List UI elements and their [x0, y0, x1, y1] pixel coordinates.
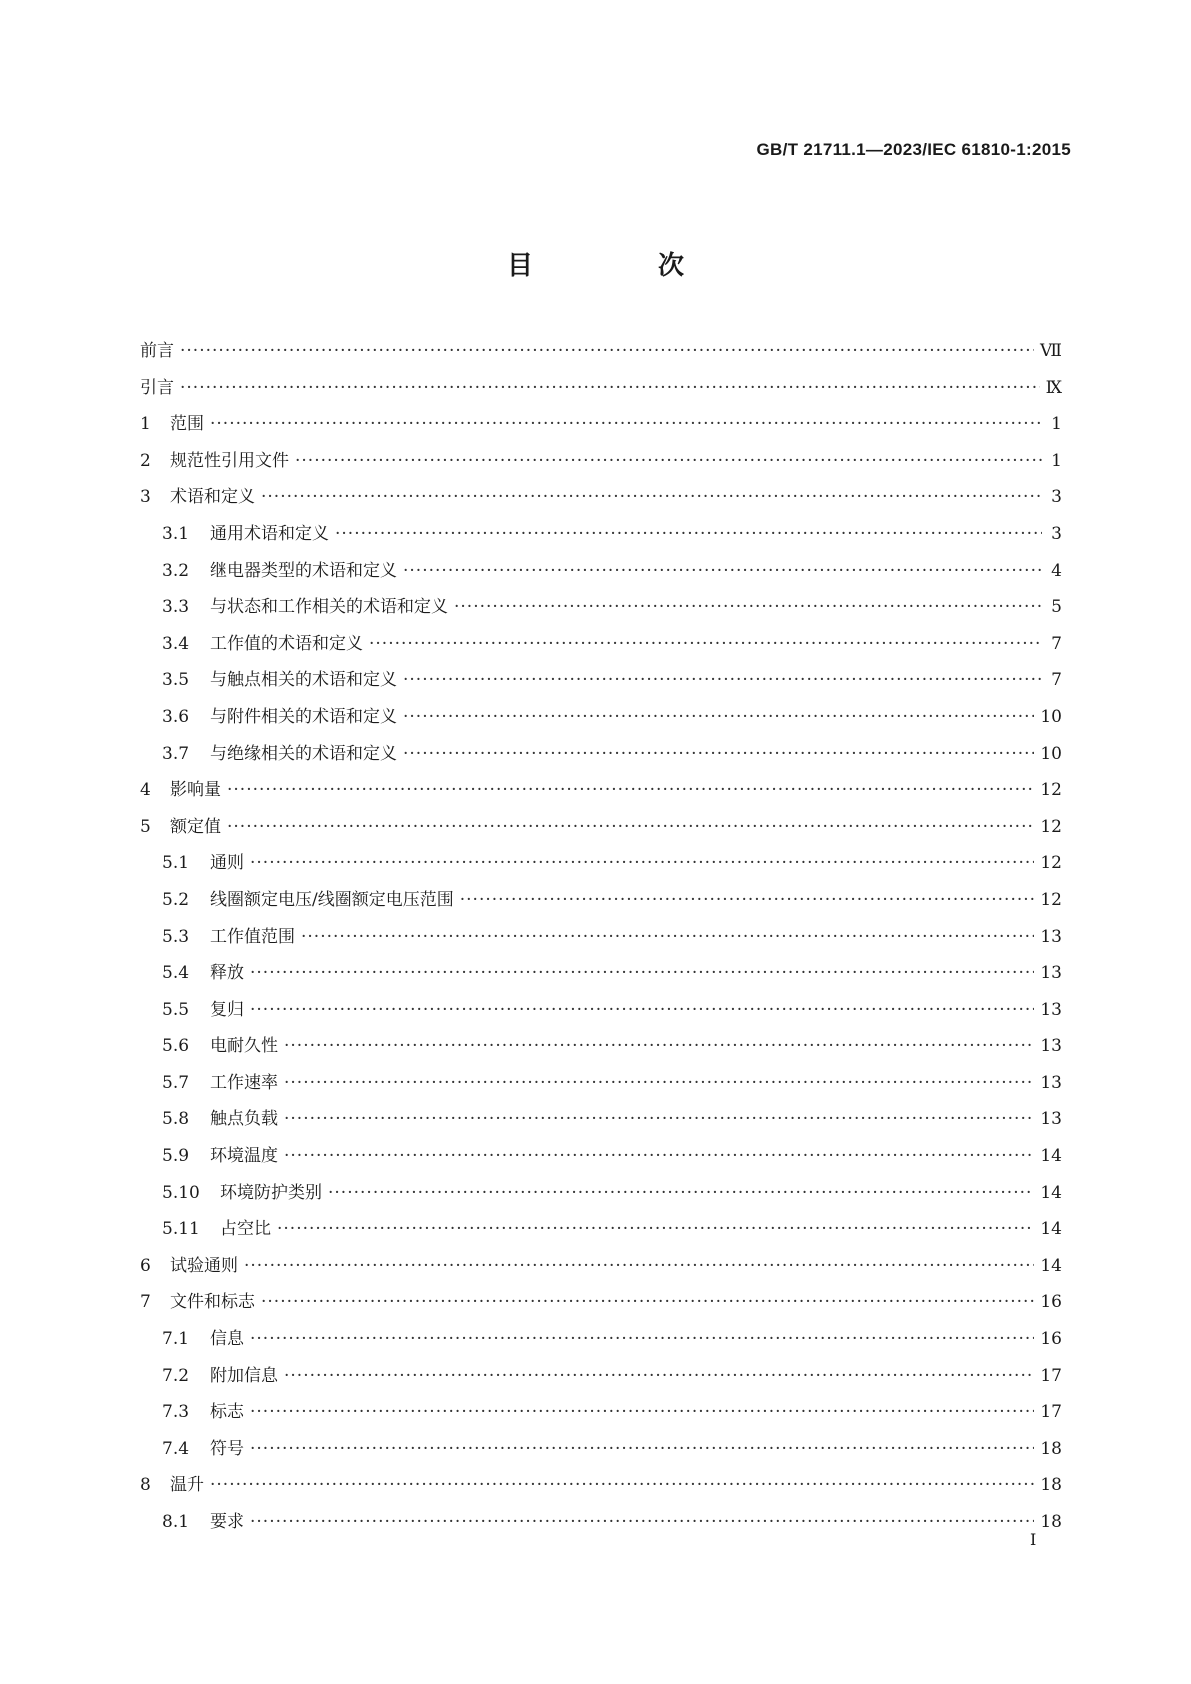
toc-entry-number: 7.4 — [162, 1438, 190, 1459]
dot-leader — [250, 1439, 1034, 1459]
toc-entry[interactable] — [140, 1178, 1062, 1215]
toc-entry-number: 5.9 — [162, 1146, 190, 1167]
toc-entry-page: 13 — [1040, 999, 1062, 1020]
toc-entry-page: 12 — [1040, 853, 1062, 874]
toc-entry-page: 10 — [1040, 743, 1062, 764]
toc-entry-page: 5 — [1051, 597, 1062, 618]
toc-entry-page: 13 — [1040, 1109, 1062, 1130]
toc-entry-number: 6 — [140, 1255, 151, 1276]
page-folio: I — [1030, 1530, 1037, 1549]
toc-entry-number: 3.2 — [162, 560, 190, 581]
toc-entry-number: 5.5 — [162, 999, 190, 1020]
dot-leader — [454, 597, 1042, 617]
toc-entry-page: 18 — [1040, 1512, 1062, 1532]
toc-entry[interactable] — [140, 1397, 1062, 1434]
table-of-contents — [140, 336, 1062, 1544]
dot-leader — [369, 634, 1042, 654]
toc-entry-label: 与触点相关的术语和定义 — [210, 670, 397, 691]
toc-entry-page: 3 — [1051, 523, 1062, 544]
toc-entry-label: 信息 — [210, 1329, 244, 1350]
toc-entry-label: 要求 — [210, 1512, 244, 1532]
dot-leader — [250, 1402, 1034, 1422]
dot-leader — [403, 744, 1034, 764]
toc-entry[interactable] — [140, 336, 1062, 373]
toc-entry-number: 5.11 — [162, 1219, 200, 1240]
standard-number: GB/T 21711.1—2023/IEC 61810-1:2015 — [756, 140, 1071, 159]
toc-entry[interactable] — [140, 1287, 1062, 1324]
toc-entry[interactable] — [140, 409, 1062, 446]
dot-leader — [284, 1073, 1034, 1093]
toc-entry[interactable] — [140, 556, 1062, 593]
toc-entry-number: 3.3 — [162, 597, 190, 618]
toc-entry[interactable] — [140, 812, 1062, 849]
toc-entry-page: 14 — [1040, 1219, 1062, 1240]
toc-entry[interactable] — [140, 885, 1062, 922]
toc-entry[interactable] — [140, 958, 1062, 995]
dot-leader — [261, 1292, 1034, 1312]
toc-entry-number: 8 — [140, 1475, 151, 1496]
toc-entry-label: 前言 — [140, 341, 174, 361]
toc-entry-label: 释放 — [210, 963, 244, 984]
dot-leader — [403, 561, 1042, 581]
toc-entry-label: 温升 — [170, 1475, 204, 1496]
toc-entry-label: 标志 — [210, 1402, 244, 1423]
toc-entry-label: 影响量 — [170, 780, 221, 801]
toc-entry-label: 占空比 — [220, 1219, 271, 1240]
toc-entry-number: 3.4 — [162, 633, 190, 654]
toc-entry[interactable] — [140, 1470, 1062, 1507]
toc-entry[interactable] — [140, 1507, 1062, 1544]
toc-entry-label: 通则 — [210, 853, 244, 874]
toc-entry-number: 8.1 — [162, 1512, 190, 1532]
dot-leader — [284, 1146, 1034, 1166]
toc-entry[interactable] — [140, 1434, 1062, 1471]
toc-entry-number: 5.8 — [162, 1109, 190, 1130]
toc-entry[interactable] — [140, 995, 1062, 1032]
toc-entry-label: 继电器类型的术语和定义 — [210, 560, 397, 581]
toc-entry-number: 5.10 — [162, 1182, 200, 1203]
toc-entry-label: 术语和定义 — [170, 487, 255, 508]
toc-entry-number: 5.4 — [162, 963, 190, 984]
toc-entry[interactable] — [140, 922, 1062, 959]
toc-entry-label: 工作值的术语和定义 — [210, 633, 363, 654]
toc-entry-page: 17 — [1040, 1365, 1062, 1386]
dot-leader — [295, 451, 1042, 471]
toc-entry[interactable] — [140, 482, 1062, 519]
toc-entry[interactable] — [140, 592, 1062, 629]
toc-entry-number: 3.7 — [162, 743, 190, 764]
dot-leader — [335, 524, 1042, 544]
toc-entry[interactable] — [140, 665, 1062, 702]
toc-entry-page: 1 — [1051, 450, 1062, 471]
toc-entry-page: 13 — [1040, 1036, 1062, 1057]
toc-entry-number: 5.3 — [162, 926, 190, 947]
dot-leader — [250, 1000, 1034, 1020]
dot-leader — [250, 853, 1034, 873]
toc-entry-page: 16 — [1040, 1292, 1062, 1313]
toc-entry-label: 引言 — [140, 377, 174, 398]
dot-leader — [250, 1329, 1034, 1349]
toc-entry-page: 12 — [1040, 889, 1062, 910]
toc-entry-label: 工作速率 — [210, 1072, 278, 1093]
dot-leader — [227, 780, 1034, 800]
toc-entry-number: 3 — [140, 487, 151, 508]
toc-entry-label: 文件和标志 — [170, 1292, 255, 1313]
toc-entry-label: 环境防护类别 — [220, 1182, 322, 1203]
toc-entry-page: 1 — [1051, 414, 1062, 435]
dot-leader — [403, 670, 1042, 690]
dot-leader — [403, 707, 1034, 727]
toc-entry-page: 7 — [1051, 670, 1062, 691]
page-title: 目 次 — [506, 251, 743, 281]
dot-leader — [180, 378, 1040, 398]
toc-entry-page: 13 — [1040, 963, 1062, 984]
toc-entry-number: 2 — [140, 450, 151, 471]
toc-entry[interactable] — [140, 519, 1062, 556]
toc-entry-page: 3 — [1051, 487, 1062, 508]
dot-leader — [250, 963, 1034, 983]
toc-entry[interactable] — [140, 702, 1062, 739]
toc-entry-label: 复归 — [210, 999, 244, 1020]
toc-entry-page: 17 — [1040, 1402, 1062, 1423]
toc-entry[interactable] — [140, 373, 1062, 410]
toc-entry[interactable] — [140, 1031, 1062, 1068]
toc-entry-label: 通用术语和定义 — [210, 523, 329, 544]
toc-entry-label: 规范性引用文件 — [170, 450, 289, 471]
toc-entry-page: Ⅸ — [1045, 377, 1062, 398]
toc-entry[interactable] — [140, 1251, 1062, 1288]
dot-leader — [244, 1256, 1034, 1276]
toc-entry-label: 试验通则 — [170, 1255, 238, 1276]
toc-entry-label: 附加信息 — [210, 1365, 278, 1386]
dot-leader — [277, 1219, 1034, 1239]
toc-entry-number: 7.1 — [162, 1329, 190, 1350]
toc-entry-label: 触点负载 — [210, 1109, 278, 1130]
dot-leader — [460, 890, 1035, 910]
dot-leader — [261, 487, 1042, 507]
toc-entry[interactable] — [140, 1141, 1062, 1178]
toc-entry-number: 7 — [140, 1292, 151, 1313]
toc-entry-number: 1 — [140, 414, 151, 435]
toc-entry[interactable] — [140, 1104, 1062, 1141]
toc-entry-number: 5.7 — [162, 1072, 190, 1093]
toc-entry-page: 16 — [1040, 1329, 1062, 1350]
toc-entry-number: 3.1 — [162, 523, 190, 544]
toc-entry-label: 线圈额定电压/线圈额定电压范围 — [210, 889, 454, 910]
toc-entry[interactable] — [140, 775, 1062, 812]
dot-leader — [227, 817, 1034, 837]
toc-entry-page: 14 — [1040, 1182, 1062, 1203]
toc-entry-page: 13 — [1040, 926, 1062, 947]
toc-entry-label: 额定值 — [170, 816, 221, 837]
toc-entry-number: 5.1 — [162, 853, 190, 874]
toc-entry-label: 符号 — [210, 1438, 244, 1459]
toc-entry-page: 12 — [1040, 780, 1062, 801]
toc-entry-number: 3.5 — [162, 670, 190, 691]
toc-entry-page: Ⅶ — [1040, 341, 1062, 361]
toc-entry[interactable] — [140, 1324, 1062, 1361]
toc-entry-label: 与绝缘相关的术语和定义 — [210, 743, 397, 764]
toc-entry-label: 电耐久性 — [210, 1036, 278, 1057]
dot-leader — [180, 341, 1034, 361]
toc-entry-number: 7.2 — [162, 1365, 190, 1386]
dot-leader — [284, 1366, 1034, 1386]
toc-entry-number: 5 — [140, 816, 151, 837]
toc-entry-page: 14 — [1040, 1146, 1062, 1167]
toc-entry-number: 4 — [140, 780, 151, 801]
toc-entry-label: 工作值范围 — [210, 926, 295, 947]
toc-entry-number: 3.6 — [162, 706, 190, 727]
toc-entry-page: 18 — [1040, 1475, 1062, 1496]
toc-entry-page: 4 — [1051, 560, 1062, 581]
toc-entry-number: 5.6 — [162, 1036, 190, 1057]
dot-leader — [284, 1109, 1034, 1129]
toc-entry-number: 7.3 — [162, 1402, 190, 1423]
toc-entry[interactable] — [140, 1068, 1062, 1105]
toc-entry-label: 环境温度 — [210, 1146, 278, 1167]
dot-leader — [250, 1512, 1034, 1532]
toc-entry-page: 7 — [1051, 633, 1062, 654]
toc-entry[interactable] — [140, 739, 1062, 776]
toc-entry-page: 10 — [1040, 706, 1062, 727]
toc-entry-label: 与状态和工作相关的术语和定义 — [210, 597, 448, 618]
dot-leader — [328, 1183, 1034, 1203]
toc-entry-page: 13 — [1040, 1072, 1062, 1093]
toc-entry-page: 14 — [1040, 1255, 1062, 1276]
toc-entry[interactable] — [140, 848, 1062, 885]
toc-entry-number: 5.2 — [162, 889, 190, 910]
toc-entry[interactable] — [140, 446, 1062, 483]
toc-entry[interactable] — [140, 1361, 1062, 1398]
toc-entry[interactable] — [140, 629, 1062, 666]
dot-leader — [210, 1475, 1034, 1495]
toc-entry-page: 12 — [1040, 816, 1062, 837]
dot-leader — [284, 1036, 1034, 1056]
toc-entry-label: 与附件相关的术语和定义 — [210, 706, 397, 727]
dot-leader — [210, 414, 1042, 434]
toc-entry-page: 18 — [1040, 1438, 1062, 1459]
dot-leader — [301, 927, 1034, 947]
toc-entry-label: 范围 — [170, 414, 204, 435]
toc-entry[interactable] — [140, 1214, 1062, 1251]
